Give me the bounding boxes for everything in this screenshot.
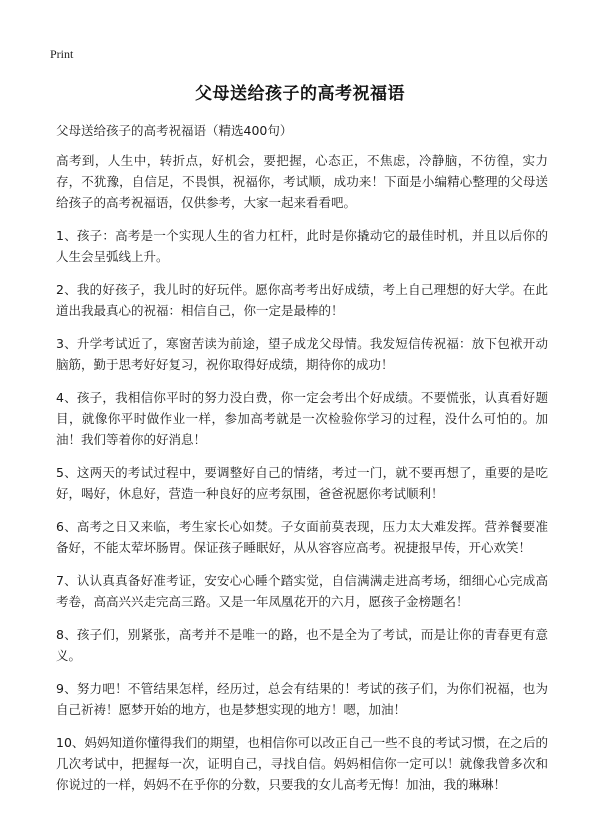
- list-item: 7、认认真真备好准考证，安安心心睡个踏实觉，自信满满走进高考场，细细心心完成高考卷，高高兴兴走完高三路。又是一年凤凰花开的六月，愿孩子金榜题名！: [56, 573, 548, 609]
- list-item: 3、升学考试近了，寒窗苦读为前途，望子成龙父母情。我发短信传祝福：放下包袱开动脑筋，勤于思考好好复习，祝你取得好成绩，期待你的成功！: [56, 336, 548, 372]
- print-link[interactable]: Print: [50, 47, 74, 61]
- list-item: 4、孩子，我相信你平时的努力没白费，你一定会考出个好成绩。不要慌张，认真看好题目，就像你平时做作业一样，参加高考就是一次检验你学习的过程，没什么可怕的。加油！我们等着你的好消息！: [56, 390, 548, 447]
- page-title: 父母送给孩子的高考祝福语: [195, 84, 405, 104]
- subtitle: 父母送给孩子的高考祝福语（精选400句）: [56, 123, 293, 138]
- list-item: 2、我的好孩子，我儿时的好玩伴。愿你高考考出好成绩，考上自己理想的好大学。在此道出我最真心的祝福：相信自己，你一定是最棒的！: [56, 282, 548, 318]
- intro-paragraph: 高考到，人生中，转折点，好机会，要把握，心态正，不焦虑，冷静脑，不彷徨，实力存，不犹豫，自信足，不畏惧，祝福你，考试顺，成功来！下面是小编精心整理的父母送给孩子的高考祝福语，仅供参考，大家一起来看看吧。: [56, 153, 548, 210]
- list-item: 9、努力吧！不管结果怎样，经历过，总会有结果的！考试的孩子们，为你们祝福，也为自己祈祷！愿梦开始的地方，也是梦想实现的地方！嗯，加油！: [56, 681, 548, 717]
- list-item: 10、妈妈知道你懂得我们的期望，也相信你可以改正自己一些不良的考试习惯，在之后的几次考试中，把握每一次，证明自己，寻找自信。妈妈相信你一定可以！就像我曾多次和你说过的一样，妈妈不在乎你的分数，只要我的女儿高考无悔！加油，我的琳琳！: [56, 735, 548, 792]
- article-body: [56, 150, 548, 807]
- list-item: 8、孩子们，别紧张，高考并不是唯一的路，也不是全为了考试，而是让你的青春更有意义。: [56, 627, 548, 663]
- list-item: 1、孩子：高考是一个实现人生的省力杠杆，此时是你撬动它的最佳时机，并且以后你的人生会呈弧线上升。: [56, 228, 548, 264]
- list-item: 6、高考之日又来临，考生家长心如焚。子女面前莫表现，压力太大难发挥。营养餐要准备好，不能太荤坏肠胃。保证孩子睡眠好，从从容容应高考。祝捷报早传，开心欢笑！: [56, 519, 548, 555]
- list-item: 5、这两天的考试过程中，要调整好自己的情绪，考过一门，就不要再想了，重要的是吃好，喝好，休息好，营造一种良好的应考氛围，爸爸祝愿你考试顺利！: [56, 465, 548, 501]
